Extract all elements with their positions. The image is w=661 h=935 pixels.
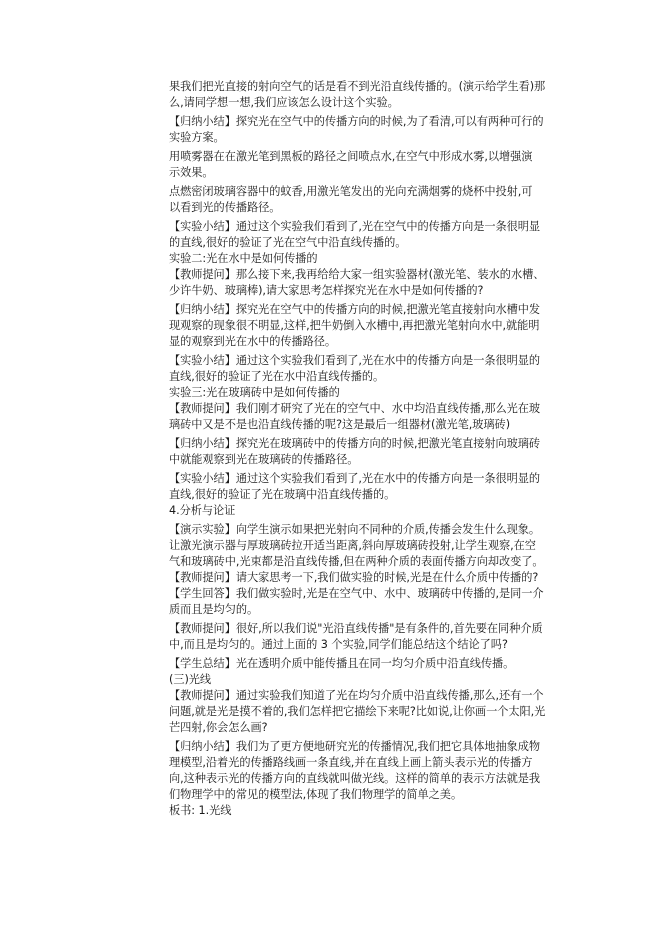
text-line: 向,这种表示光的传播方向的直线就叫做光线。这样的简单的表示方法就是我 (169, 772, 541, 785)
text-line: 璃砖中又是不是也沿直线传播的呢?这是最后一组器材(激光笔,玻璃砖) (169, 418, 511, 431)
text-line: 【实验小结】通过这个实验我们看到了,光在空气中的传播方向是一条很明显 (169, 220, 541, 233)
text-line: 显的观察到光在水中的传播路径。 (169, 335, 337, 348)
text-line: 芒四射,你会怎么画? (169, 721, 268, 734)
text-line: 么,请同学想一想,我们应该怎么设计这个实验。 (169, 96, 399, 109)
text-line: 以看到光的传播路径。 (169, 201, 281, 214)
section-heading: 4.分析与论证 (169, 504, 236, 517)
text-line: 【归纳小结】探究光在玻璃砖中的传播方向的时候,把激光笔直接射向玻璃砖 (169, 437, 541, 450)
text-line: 【实验小结】通过这个实验我们看到了,光在水中的传播方向是一条很明显的 (169, 354, 541, 367)
text-line: 【教师提问】通过实验我们知道了光在均匀介质中沿直线传播,那么,还有一个 (169, 689, 544, 702)
text-line: 直线,很好的验证了光在水中沿直线传播的。 (169, 370, 385, 383)
text-line: 气和玻璃砖中,光束都是沿直线传播,但在两种介质的表面传播方向却改变了。 (169, 555, 544, 568)
text-line: 理模型,沿着光的传播路线画一条直线,并在直线上画上箭头表示光的传播方 (169, 756, 533, 769)
text-line: 们物理学中的常见的模型法,体现了我们物理学的简单之美。 (169, 788, 463, 801)
text-line: 实验方案。 (169, 131, 225, 144)
text-line: 直线,很好的验证了光在玻璃中沿直线传播的。 (169, 488, 396, 501)
text-line: 【学生总结】光在透明介质中能传播且在同一均匀介质中沿直线传播。 (169, 657, 515, 670)
text-line: 果我们把光直接的射向空气的话是看不到光沿直线传播的。(演示给学生看)那 (169, 80, 546, 93)
text-line: 点燃密闭玻璃容器中的蚊香,用激光笔发出的光向充满烟雾的烧杯中投射,可 (169, 185, 533, 198)
text-line: 【归纳小结】我们为了更方便地研究光的传播情况,我们把它具体地抽象成物 (169, 740, 541, 753)
text-line: 问题,就是光是摸不着的,我们怎样把它描绘下来呢?比如说,让你画一个太阳,光 (169, 705, 546, 718)
text-line: 【教师提问】请大家思考一下,我们做实验的时候,光是在什么介质中传播的? (169, 571, 539, 584)
text-line: 中,而且是均匀的。通过上面的 3 个实验,同学们能总结这个结论了吗? (169, 638, 508, 651)
section-heading: 实验二:光在水中是如何传播的 (169, 252, 318, 265)
text-line: 用喷雾器在在激光笔到黑板的路径之间喷点水,在空气中形成水雾,以增强演 (169, 150, 533, 163)
text-line: 【归纳小结】探究光在空气中的传播方向的时候,把激光笔直接射向水槽中发 (169, 303, 541, 316)
text-line: 【演示实验】向学生演示如果把光射向不同种的介质,传播会发生什么现象。 (169, 523, 541, 536)
document-page (169, 79, 562, 819)
text-line: 【归纳小结】探究光在空气中的传播方向的时候,为了看清,可以有两种可行的 (169, 115, 544, 128)
text-line: 质而且是均匀的。 (169, 603, 259, 616)
board-note: 板书: 1.光线 (169, 804, 232, 817)
section-heading: (三)光线 (169, 673, 212, 686)
text-line: 少许牛奶、玻璃棒),请大家思考怎样探究光在水中是如何传播的? (169, 284, 484, 297)
text-line: 让激光演示器与厚玻璃砖拉开适当距离,斜向厚玻璃砖投射,让学生观察,在空 (169, 539, 536, 552)
text-line: 的直线,很好的验证了光在空气中沿直线传播的。 (169, 236, 407, 249)
section-heading: 实验三:光在玻璃砖中是如何传播的 (169, 386, 340, 399)
text-line: 【教师提问】我们刚才研究了光在的空气中、水中均沿直线传播,那么光在玻 (169, 402, 541, 415)
text-line: 现观察的现象很不明显,这样,把牛奶倒入水槽中,再把激光笔射向水中,就能明 (169, 319, 540, 332)
text-line: 【学生回答】我们做实验时,光是在空气中、水中、玻璃砖中传播的,是同一介 (169, 587, 544, 600)
text-line: 【教师提问】很好,所以我们说"光沿直线传播"是有条件的,首先要在同种介质 (169, 622, 543, 635)
text-line: 【教师提问】那么接下来,我再给给大家一组实验器材(激光笔、装水的水槽、 (169, 268, 545, 281)
text-line: 中就能观察到光在玻璃砖的传播路径。 (169, 453, 359, 466)
text-line: 【实验小结】通过这个实验我们看到了,光在水中的传播方向是一条很明显的 (169, 472, 541, 485)
text-line: 示效果。 (169, 166, 214, 179)
